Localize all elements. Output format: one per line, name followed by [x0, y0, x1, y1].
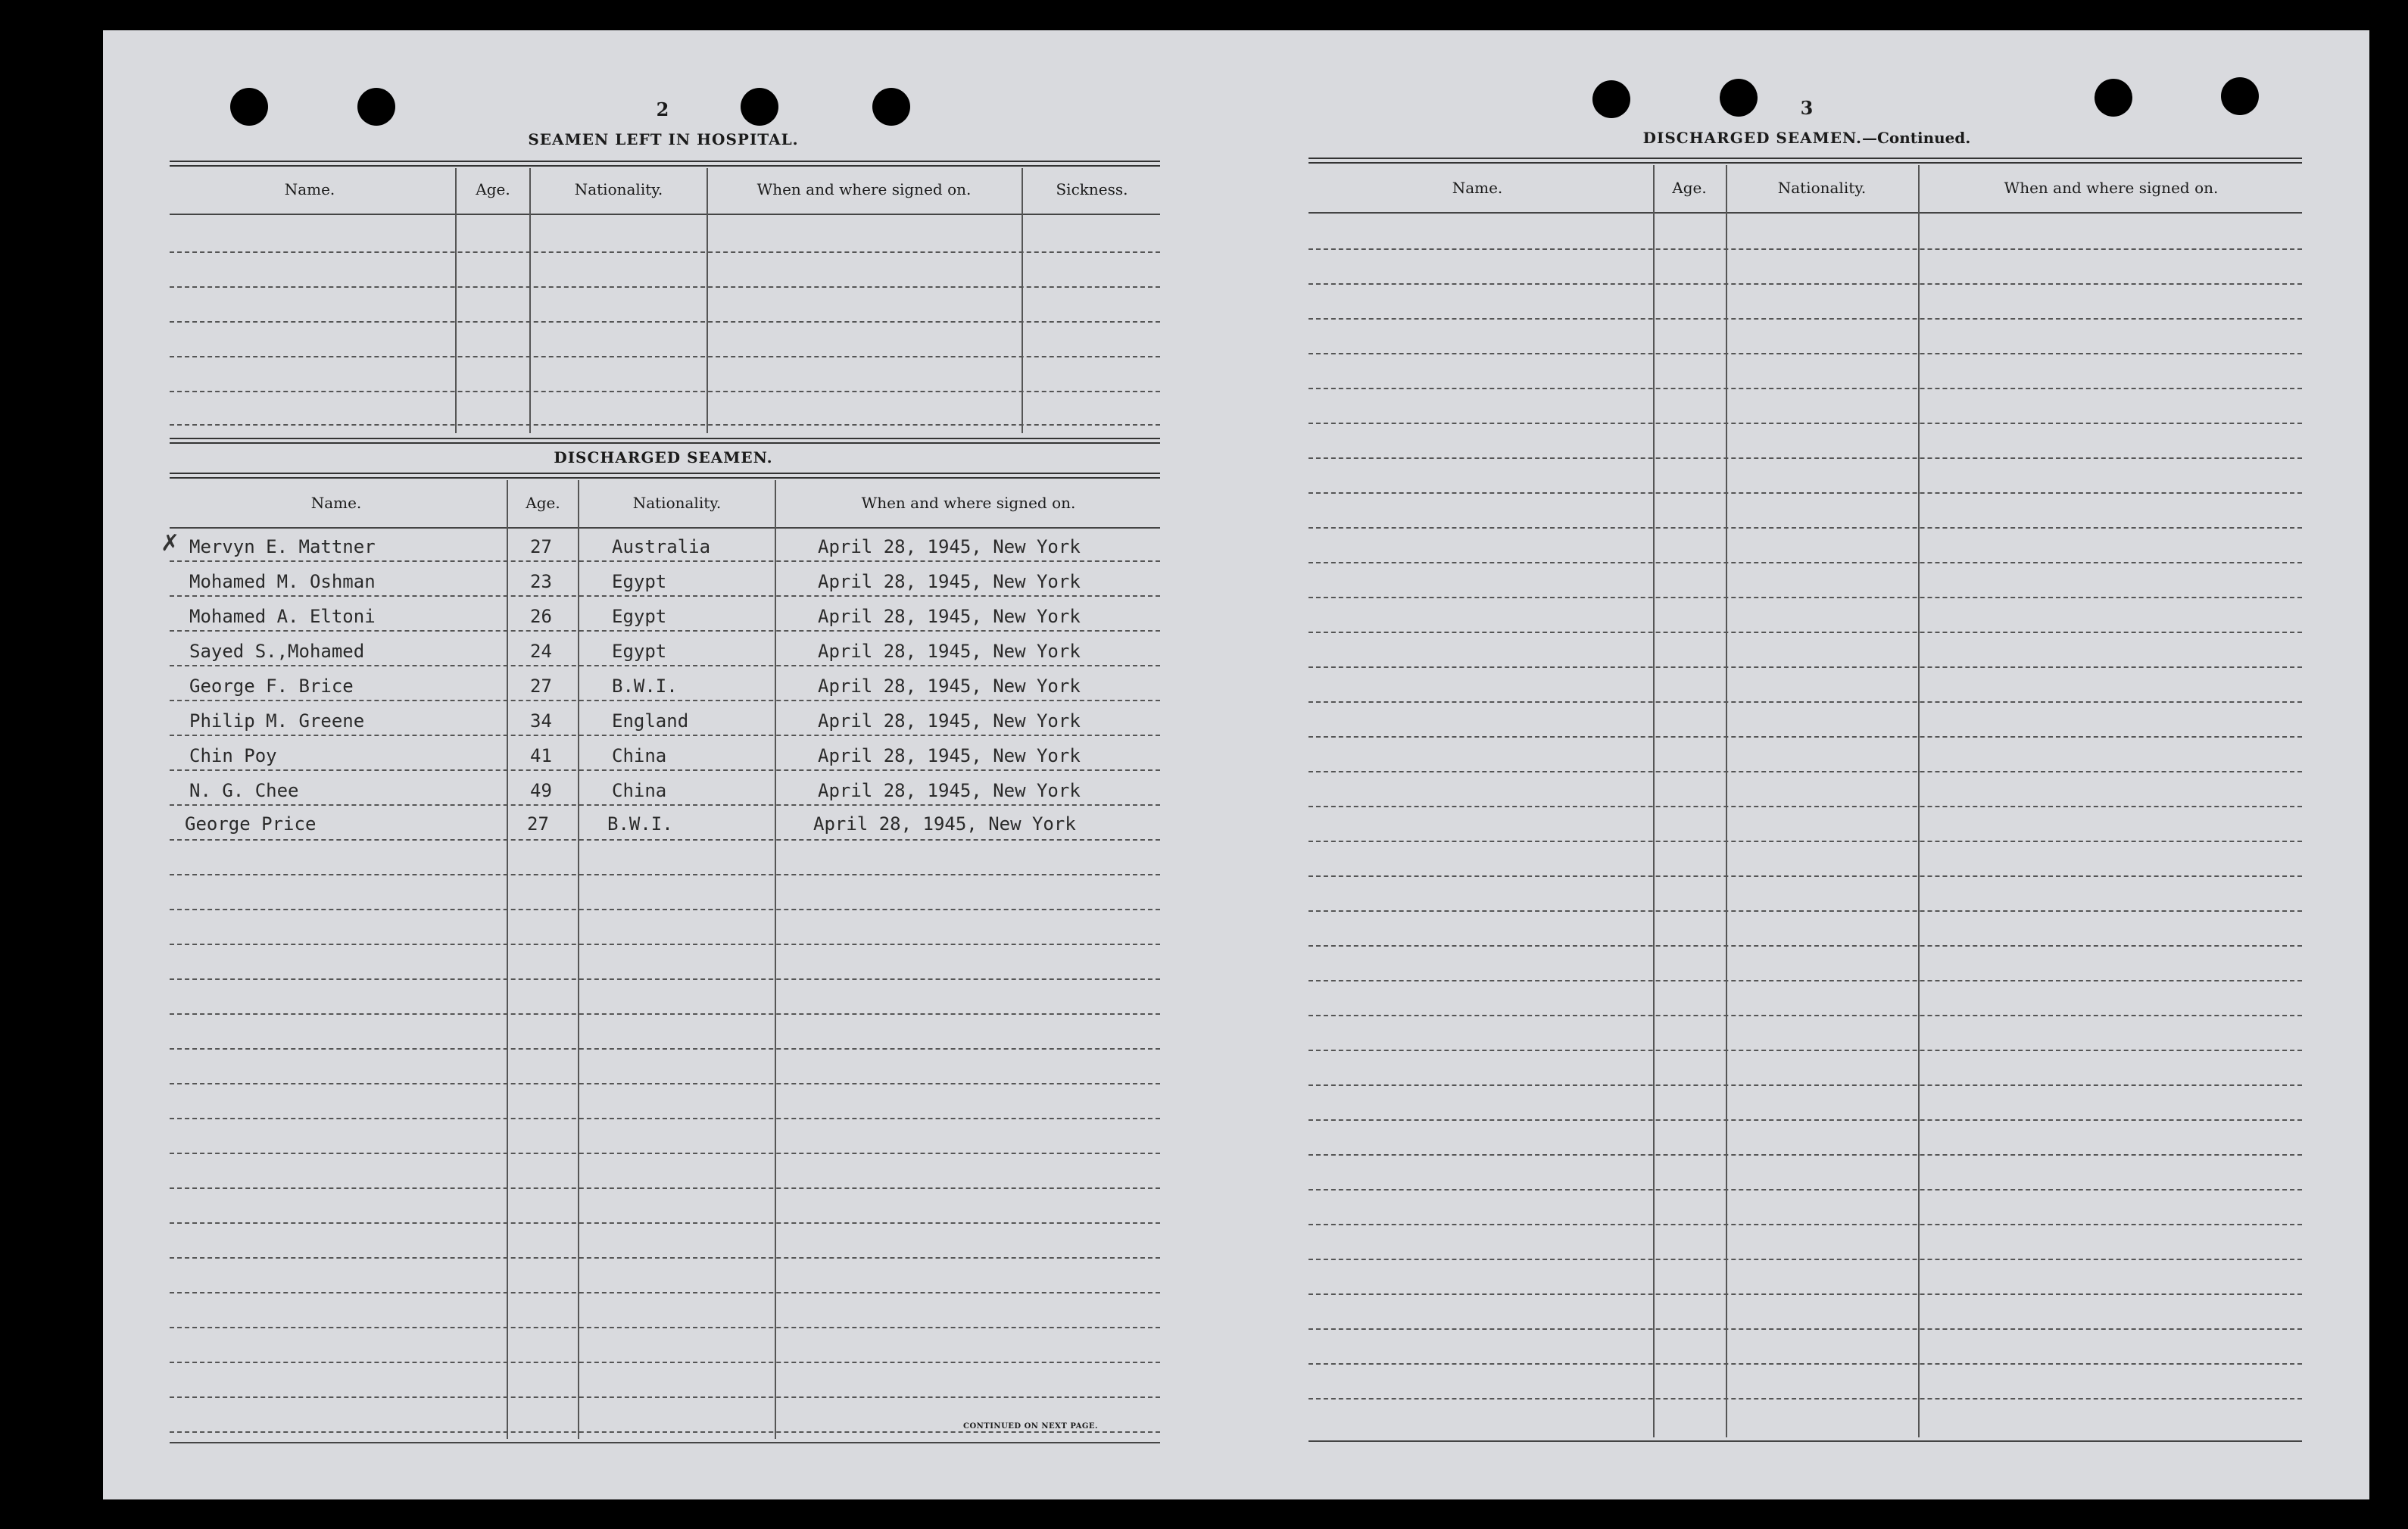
discharged-header-nationality: Nationality. — [632, 494, 722, 512]
row-line — [1308, 1224, 2302, 1225]
row-line — [170, 595, 1160, 597]
row-line — [1308, 353, 2302, 354]
discharged-section-title: DISCHARGED SEAMEN. — [554, 448, 773, 467]
row-line — [1308, 736, 2302, 738]
hospital-col-divider — [455, 168, 457, 433]
seaman-name: Sayed S.,Mohamed — [189, 641, 365, 662]
punch-hole — [1592, 80, 1630, 118]
hospital-col-divider — [1022, 168, 1023, 433]
discharged-header-signed-on: When and where signed on. — [861, 494, 1076, 512]
seaman-age: 26 — [530, 606, 552, 627]
seaman-age: 49 — [530, 780, 552, 801]
row-line — [1308, 457, 2302, 459]
discharged-col-divider — [507, 480, 508, 1439]
seaman-name: George F. Brice — [189, 676, 354, 697]
seaman-name: Mervyn E. Mattner — [189, 536, 376, 557]
row-line — [1308, 875, 2302, 877]
row-line — [170, 1292, 1160, 1293]
discharged-table-top-rule — [170, 438, 1160, 444]
seaman-nationality: China — [612, 780, 667, 801]
row-line — [1308, 597, 2302, 598]
row-line — [1308, 1328, 2302, 1330]
row-line — [170, 630, 1160, 632]
seaman-nationality: Egypt — [612, 571, 667, 592]
seaman-age: 34 — [530, 710, 552, 732]
row-line — [170, 978, 1160, 980]
seaman-signed-on: April 28, 1945, New York — [818, 571, 1081, 592]
seaman-signed-on: April 28, 1945, New York — [813, 813, 1076, 835]
hospital-table-top-rule — [170, 161, 1160, 167]
seaman-signed-on: April 28, 1945, New York — [818, 641, 1081, 662]
row-line — [1308, 1398, 2302, 1400]
row-line — [1308, 527, 2302, 529]
seaman-age: 24 — [530, 641, 552, 662]
check-mark: ✗ — [161, 530, 180, 557]
hospital-header-signed-on: When and where signed on. — [756, 180, 972, 198]
row-line — [1308, 841, 2302, 842]
row-line — [1308, 1015, 2302, 1016]
seaman-nationality: Egypt — [612, 641, 667, 662]
punch-hole — [872, 88, 910, 126]
seaman-signed-on: April 28, 1945, New York — [818, 606, 1081, 627]
hospital-header-name: Name. — [284, 180, 335, 198]
page-number-left: 2 — [656, 98, 669, 120]
row-line — [1308, 771, 2302, 772]
seaman-signed-on: April 28, 1945, New York — [818, 780, 1081, 801]
row-line — [1308, 423, 2302, 424]
right-title-main: DISCHARGED SEAMEN. — [1642, 129, 1862, 147]
row-line — [1308, 318, 2302, 320]
row-line — [1308, 945, 2302, 947]
row-line — [1308, 1363, 2302, 1365]
row-line — [1308, 1050, 2302, 1051]
row-line — [1308, 1189, 2302, 1190]
row-line — [1308, 632, 2302, 633]
row-line — [170, 1083, 1160, 1084]
row-line — [170, 700, 1160, 701]
seaman-age: 27 — [530, 676, 552, 697]
row-line — [1308, 1154, 2302, 1156]
discharged-header-age: Age. — [526, 494, 560, 512]
row-line — [1308, 1119, 2302, 1121]
row-line — [170, 1222, 1160, 1224]
seaman-nationality: England — [612, 710, 689, 732]
seaman-nationality: China — [612, 745, 667, 766]
seaman-signed-on: April 28, 1945, New York — [818, 710, 1081, 732]
row-line — [170, 1118, 1160, 1119]
row-line — [1308, 1259, 2302, 1260]
row-line — [1308, 248, 2302, 250]
row-line — [170, 839, 1160, 841]
seaman-age: 27 — [527, 813, 549, 835]
discharged-header-rule — [170, 527, 1160, 529]
right-col-divider — [1726, 165, 1727, 1437]
right-table-top-rule — [1308, 158, 2302, 164]
row-line — [170, 769, 1160, 771]
seaman-name: Chin Poy — [189, 745, 277, 766]
seaman-signed-on: April 28, 1945, New York — [818, 745, 1081, 766]
hospital-col-divider — [529, 168, 531, 433]
hospital-row-line — [170, 286, 1160, 288]
seaman-name: N. G. Chee — [189, 780, 299, 801]
row-line — [170, 665, 1160, 666]
row-line — [170, 1257, 1160, 1259]
row-line — [170, 1362, 1160, 1363]
row-line — [170, 1048, 1160, 1050]
seaman-nationality: B.W.I. — [607, 813, 673, 835]
hospital-row-line — [170, 356, 1160, 357]
right-header-name: Name. — [1452, 179, 1503, 197]
hospital-row-line — [170, 391, 1160, 392]
row-line — [1308, 1293, 2302, 1295]
seaman-name: Philip M. Greene — [189, 710, 365, 732]
row-line — [1308, 806, 2302, 807]
row-line — [1308, 388, 2302, 389]
hospital-header-nationality: Nationality. — [574, 180, 663, 198]
right-section-title — [1572, 129, 2041, 147]
row-line — [170, 909, 1160, 910]
row-line — [170, 944, 1160, 945]
discharged-header-top-rule — [170, 473, 1160, 479]
seaman-nationality: B.W.I. — [612, 676, 678, 697]
seaman-signed-on: April 28, 1945, New York — [818, 536, 1081, 557]
seaman-name: George Price — [185, 813, 317, 835]
right-col-divider — [1653, 165, 1655, 1437]
right-title-suffix: —Continued. — [1861, 129, 1971, 147]
hospital-section-title: SEAMEN LEFT IN HOSPITAL. — [528, 130, 799, 148]
hospital-header-sickness: Sickness. — [1056, 180, 1128, 198]
row-line — [170, 1431, 1160, 1433]
hospital-header-rule — [170, 214, 1160, 215]
discharged-col-divider — [775, 480, 776, 1439]
punch-hole — [230, 88, 268, 126]
row-line — [170, 1153, 1160, 1154]
hospital-col-divider — [706, 168, 708, 433]
row-line — [170, 560, 1160, 562]
row-line — [170, 1013, 1160, 1015]
seaman-name: Mohamed M. Oshman — [189, 571, 376, 592]
hospital-row-line — [170, 424, 1160, 426]
row-line — [170, 874, 1160, 875]
punch-hole — [2221, 77, 2259, 115]
row-line — [170, 1187, 1160, 1189]
page-number-right: 3 — [1800, 97, 1814, 119]
row-line — [1308, 701, 2302, 703]
seaman-nationality: Australia — [612, 536, 711, 557]
discharged-col-divider — [578, 480, 579, 1439]
row-line — [1308, 666, 2302, 668]
seaman-nationality: Egypt — [612, 606, 667, 627]
hospital-row-line — [170, 251, 1160, 253]
punch-hole — [2095, 79, 2132, 117]
row-line — [170, 804, 1160, 806]
right-bottom-rule — [1308, 1440, 2302, 1442]
row-line — [170, 1396, 1160, 1398]
row-line — [1308, 910, 2302, 912]
seaman-age: 41 — [530, 745, 552, 766]
right-col-divider — [1918, 165, 1920, 1437]
seaman-age: 27 — [530, 536, 552, 557]
discharged-header-name: Name. — [310, 494, 362, 512]
punch-hole — [741, 88, 778, 126]
seaman-signed-on: April 28, 1945, New York — [818, 676, 1081, 697]
row-line — [170, 1327, 1160, 1328]
right-header-nationality: Nationality. — [1777, 179, 1867, 197]
punch-hole — [1720, 79, 1758, 117]
hospital-row-line — [170, 321, 1160, 323]
hospital-header-age: Age. — [476, 180, 510, 198]
continued-note: CONTINUED ON NEXT PAGE. — [963, 1422, 1099, 1431]
left-bottom-rule — [170, 1442, 1160, 1443]
row-line — [1308, 980, 2302, 981]
row-line — [1308, 492, 2302, 494]
document-sheet — [103, 30, 2369, 1499]
seaman-name: Mohamed A. Eltoni — [189, 606, 376, 627]
row-line — [1308, 562, 2302, 563]
row-line — [1308, 283, 2302, 285]
row-line — [170, 735, 1160, 736]
punch-hole — [357, 88, 395, 126]
row-line — [1308, 1084, 2302, 1086]
right-header-age: Age. — [1672, 179, 1707, 197]
right-header-signed-on: When and where signed on. — [2004, 179, 2219, 197]
seaman-age: 23 — [530, 571, 552, 592]
right-header-rule — [1308, 212, 2302, 214]
